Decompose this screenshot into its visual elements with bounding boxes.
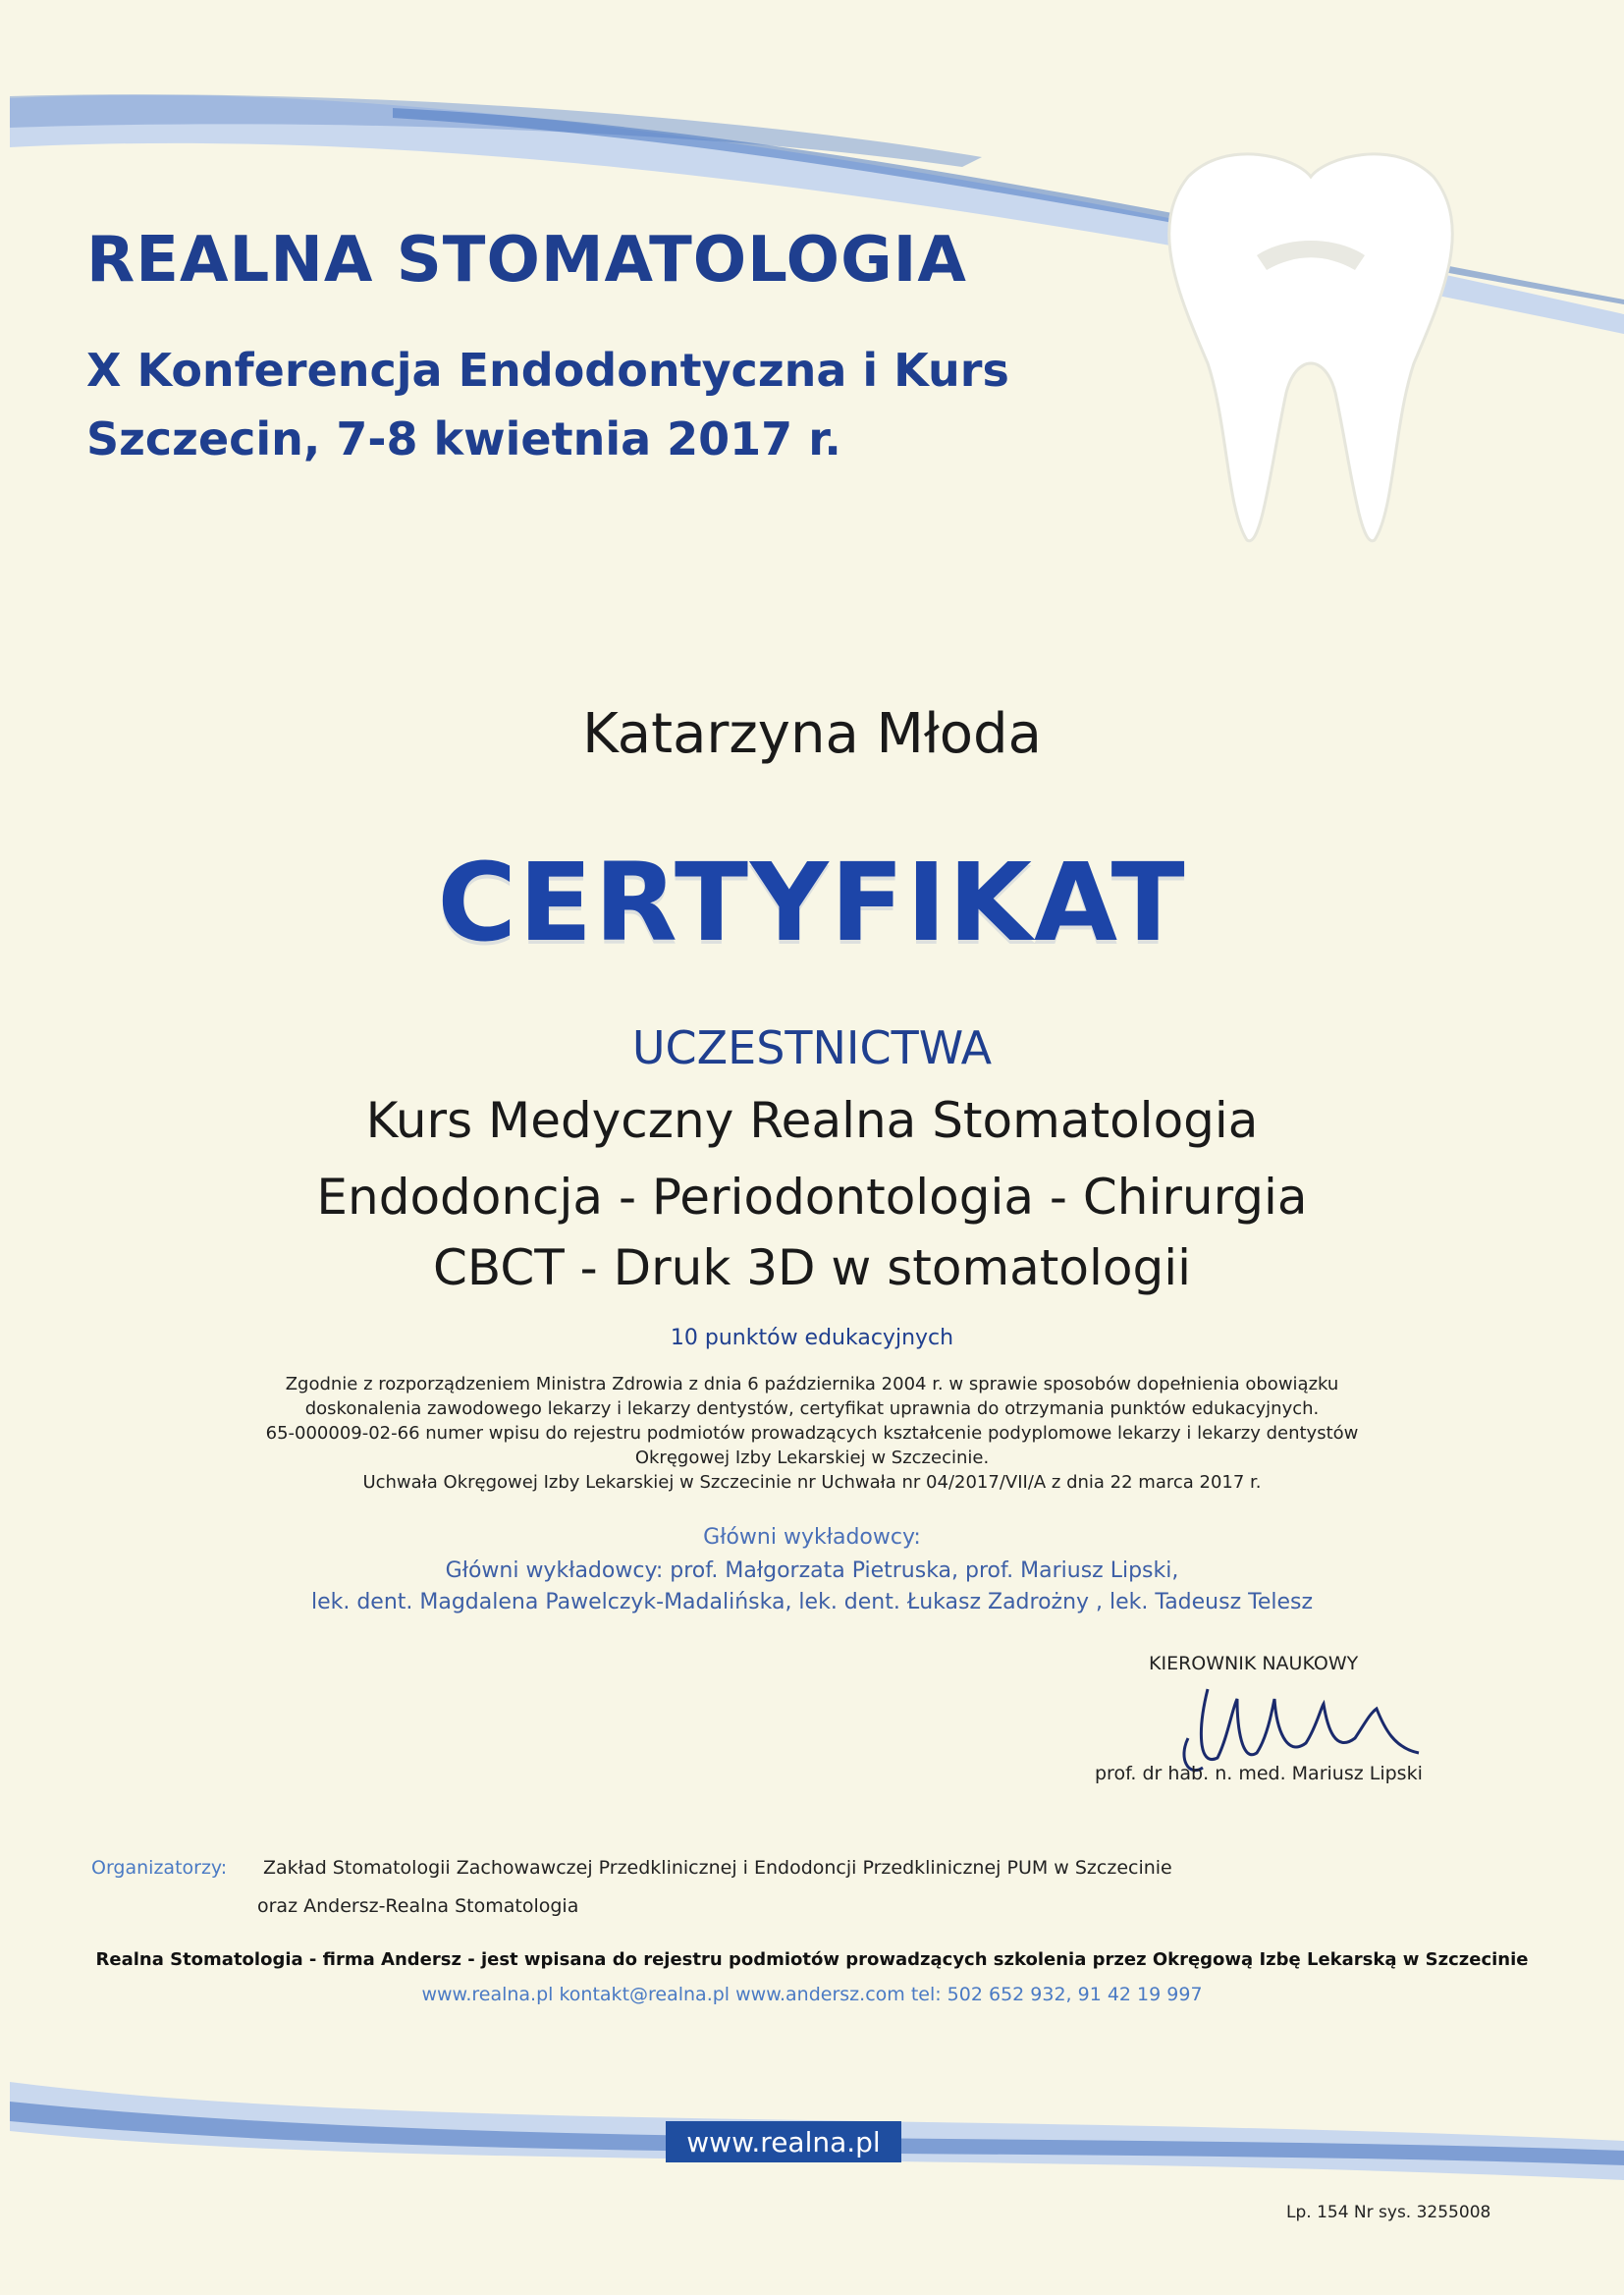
conference-title: X Konferencja Endodontyczna i Kurs <box>86 344 1009 397</box>
legal-line: doskonalenia zawodowego lekarzy i lekarzy dentystów, certyfikat uprawnia do otrzymania punktów edukacyjnych. <box>304 1398 1320 1419</box>
course-line: CBCT - Druk 3D w stomatologii <box>433 1239 1191 1296</box>
education-points: 10 punktów edukacyjnych <box>670 1326 954 1350</box>
contact-info: www.realna.pl kontakt@realna.pl www.andersz.com tel: 502 652 932, 91 42 19 997 <box>421 1984 1203 2005</box>
tooth-icon <box>1149 137 1473 550</box>
organizers-line: Zakład Stomatologii Zachowawczej Przedklinicznej i Endodoncji Przedklinicznej PUM w Szczecinie <box>263 1857 1172 1879</box>
certificate-title: CERTYFIKAT <box>437 840 1187 965</box>
legal-line: 65-000009-02-66 numer wpisu do rejestru podmiotów prowadzących kształcenie podyplomowe lekarzy i lekarzy dentystów <box>265 1423 1359 1444</box>
legal-line: Okręgowej Izby Lekarskiej w Szczecinie. <box>634 1448 990 1468</box>
organizers-line: oraz Andersz-Realna Stomatologia <box>257 1895 579 1917</box>
legal-text <box>0 1372 1624 1495</box>
brand-title: REALNA STOMATOLOGIA <box>86 224 967 297</box>
course-line: Endodoncja - Periodontologia - Chirurgia <box>316 1169 1308 1226</box>
certificate-subtitle: UCZESTNICTWA <box>631 1021 993 1074</box>
scientific-manager-name: prof. dr hab. n. med. Mariusz Lipski <box>1095 1763 1423 1784</box>
lecturers-line: lek. dent. Magdalena Pawelczyk-Madalińska, lek. dent. Łukasz Zadrożny , lek. Tadeusz Telesz <box>310 1590 1314 1614</box>
lecturers-heading: Główni wykładowcy: <box>703 1525 921 1550</box>
legal-line: Uchwała Okręgowej Izby Lekarskiej w Szczecinie nr Uchwała nr 04/2017/VII/A z dnia 22 marca 2017 r. <box>362 1472 1262 1493</box>
website-link[interactable]: www.realna.pl <box>666 2121 901 2162</box>
registry-note: Realna Stomatologia - firma Andersz - jest wpisana do rejestru podmiotów prowadzących szkolenia przez Okręgową Izbę Lekarską w Szczecinie <box>95 1949 1529 1970</box>
participant-name: Katarzyna Młoda <box>582 702 1042 766</box>
conference-place-date: Szczecin, 7-8 kwietnia 2017 r. <box>86 412 841 465</box>
lecturers-line: Główni wykładowcy: prof. Małgorzata Pietruska, prof. Mariusz Lipski, <box>445 1558 1179 1583</box>
organizers-label: Organizatorzy: <box>91 1857 228 1879</box>
registration-number: Lp. 154 Nr sys. 3255008 <box>1286 2203 1491 2222</box>
legal-line: Zgodnie z rozporządzeniem Ministra Zdrowia z dnia 6 października 2004 r. w sprawie sposobów dopełnienia obowiązku <box>285 1374 1339 1394</box>
course-line: Kurs Medyczny Realna Stomatologia <box>365 1092 1259 1149</box>
scientific-manager-title: KIEROWNIK NAUKOWY <box>1149 1653 1359 1674</box>
